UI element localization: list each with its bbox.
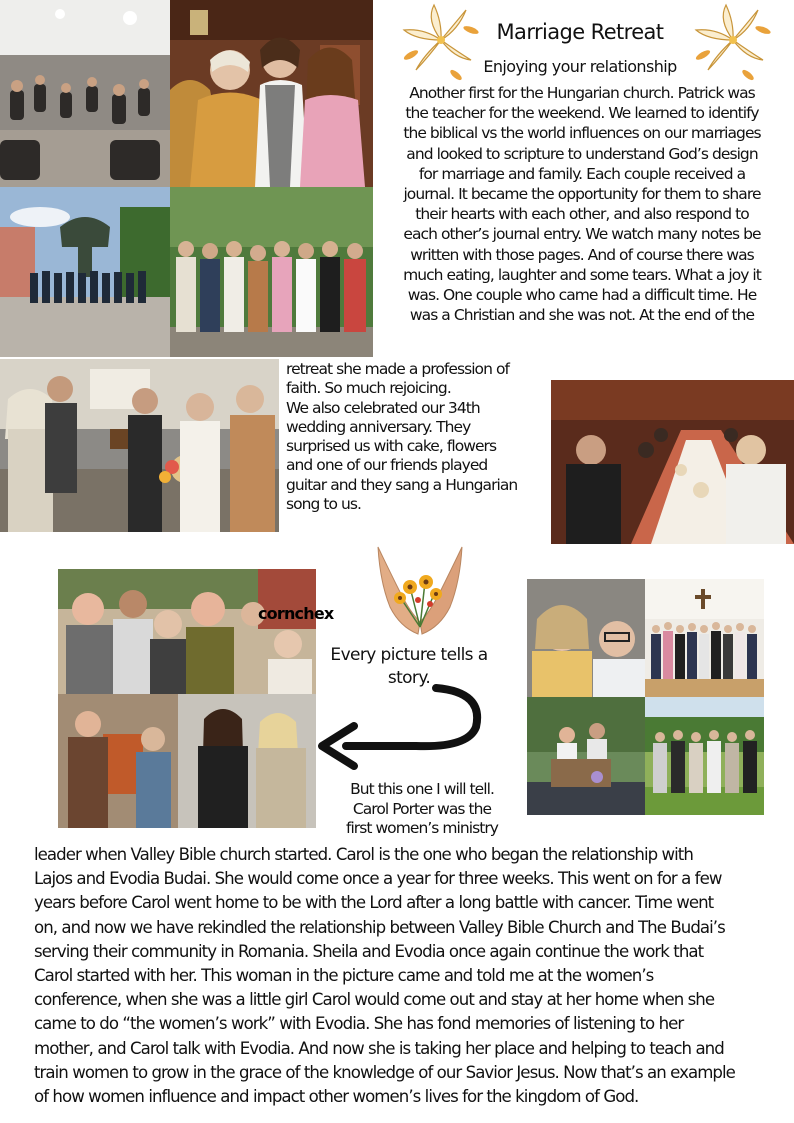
photo-women-portrait [58, 694, 316, 828]
photo-pulpit [527, 697, 645, 815]
flower-decoration-right [688, 0, 778, 85]
photo-dinner-table [551, 380, 794, 544]
page-title: Marriage Retreat [496, 20, 664, 44]
page-subtitle: Enjoying your relationship [483, 57, 677, 76]
article-paragraph-top: Another first for the Hungarian church. Patrick was the teacher for the weekend. We learned to identify the biblical vs the world influences on our marriages and looked to scripture to understand God’s design for marriage and family. Each couple received a journal. It became the opportunity for them to share their hearts with each other, and also respond to each other’s journal entry. We watch many notes be written with those pages. And of course there was much eating, laughter and some tears. What a joy it was. One couple who came had a difficult time. He was a Christian and she was not. At the end of the [403, 84, 761, 325]
photo-meeting-room [0, 0, 170, 187]
curved-arrow [316, 682, 486, 776]
photo-selfie [527, 579, 645, 697]
photo-church-group [645, 579, 764, 697]
hands-decoration [370, 542, 470, 638]
photo-statue-group [0, 187, 170, 357]
hands-holding-flowers-icon [370, 542, 470, 638]
story-intro-text: But this one I will tell. Carol Porter was the first women’s ministry [345, 780, 499, 837]
photo-family-group [58, 569, 316, 694]
article-paragraph-bottom: leader when Valley Bible church started. Carol is the one who began the relationship with Lajos and Evodia Budai. She would come once a year for three weeks. This went on for a few years before Carol went home to be with the Lord after a long battle with cancer. Time went on, and now we have rekindled the relationship between Valley Bible Church and The Budai’s serving their community in Romania. Sheila and Evodia once again continue the work that Carol started with her. This woman in the picture came and told me at the women’s conference, when she was a little girl Carol would come out and stay at her home when she came to do “the women’s work” with Evodia. She has fond memories of listening to her mother, and Carol talk with Evodia. And now she is taking her place and helping to teach and train women to grow in the grace of the knowledge of our Savior Jesus. Now that’s an example of how women influence and impact other women’s lives for the kingdom of God. [34, 845, 735, 1107]
photo-men-outdoors [645, 697, 764, 815]
photo-three-women [170, 0, 373, 187]
photo-cake-celebration [0, 359, 279, 532]
lily-flower-icon [688, 0, 778, 85]
article-paragraph-mid: retreat she made a profession of faith. So much rejoicing. We also celebrated our 34th wedding anniversary. They surprised us with cake, flowers and one of our friends played guitar and they sang a Hungarian song to us. [286, 360, 518, 514]
story-caption: Every picture tells a story. [330, 645, 488, 688]
curved-arrow-left-icon [316, 682, 486, 776]
photo-stamp-text: cornchex [258, 604, 334, 623]
photo-women-group [170, 187, 373, 357]
